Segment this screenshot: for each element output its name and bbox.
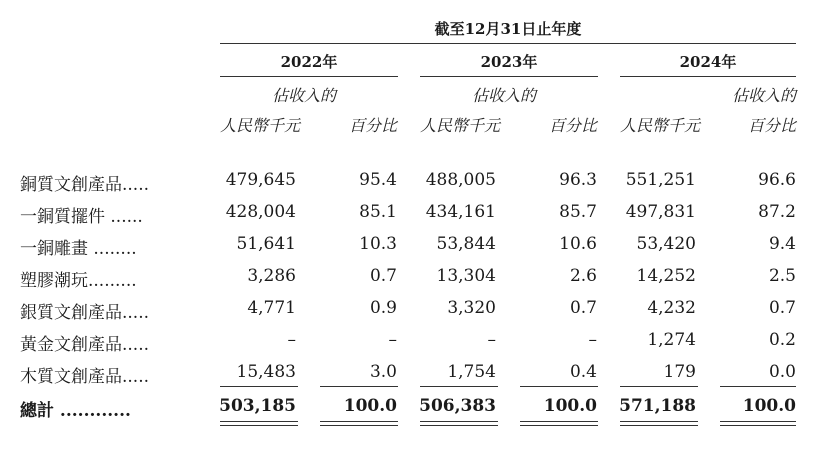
row-label-copper-relief: 一銅雕畫 ........ [20, 239, 137, 259]
cell: 1,274 [647, 330, 696, 350]
total-top-rule [320, 386, 398, 387]
year-rule-2023 [420, 76, 598, 77]
double-rule [720, 421, 796, 422]
cell: 0.7 [768, 298, 796, 318]
cell: 9.4 [768, 234, 796, 254]
cell: 96.3 [559, 170, 597, 190]
cell: 95.4 [359, 170, 397, 190]
row-label-plastic-toys: 塑膠潮玩......... [20, 271, 137, 291]
row-label-total: 總計 ............ [20, 401, 131, 421]
double-rule [720, 425, 796, 426]
cell: 1,754 [447, 362, 496, 382]
total-cell: 506,383 [419, 396, 496, 416]
double-rule [220, 425, 298, 426]
total-cell: 100.0 [543, 396, 597, 416]
total-cell: 571,188 [619, 396, 696, 416]
row-label-wood: 木質文創產品..... [20, 367, 150, 387]
cell: 2.6 [569, 266, 597, 286]
cell: 428,004 [225, 202, 296, 222]
row-label-silver: 銀質文創產品..... [20, 303, 150, 323]
cell: 0.0 [768, 362, 796, 382]
row-label-copper-ornament: 一銅質擺件 ...... [20, 207, 143, 227]
row-label-gold: 黃金文創產品..... [20, 335, 150, 355]
cell: 0.7 [369, 266, 397, 286]
cell: 479,645 [225, 170, 296, 190]
period-header: 截至12月31日止年度 [434, 20, 582, 38]
double-rule [220, 421, 298, 422]
double-rule [520, 425, 598, 426]
cell: 551,251 [625, 170, 696, 190]
cell: 15,483 [236, 362, 296, 382]
amount-header-2024: 人民幣千元 [619, 116, 700, 135]
year-rule-2024 [620, 76, 796, 77]
cell: 2.5 [768, 266, 796, 286]
total-cell: 100.0 [742, 396, 796, 416]
double-rule [420, 421, 498, 422]
total-top-rule [520, 386, 598, 387]
cell: 3,286 [247, 266, 296, 286]
double-rule [420, 425, 498, 426]
cell: 0.4 [569, 362, 597, 382]
pct-header-line1-2024: 佔收入的 [731, 86, 796, 105]
total-top-rule [620, 386, 698, 387]
double-rule [620, 425, 698, 426]
amount-header-2022: 人民幣千元 [219, 116, 300, 135]
double-rule [620, 421, 698, 422]
cell: 0.9 [369, 298, 397, 318]
total-top-rule [720, 386, 796, 387]
cell: 4,771 [247, 298, 296, 318]
cell: 87.2 [758, 202, 796, 222]
pct-header-line2-2023: 百分比 [548, 116, 597, 135]
total-top-rule [420, 386, 498, 387]
cell: 497,831 [625, 202, 696, 222]
cell: 0.7 [569, 298, 597, 318]
pct-header-line1-2022: 佔收入的 [271, 86, 336, 105]
year-rule-2022 [220, 76, 398, 77]
cell: 3,320 [447, 298, 496, 318]
cell: 14,252 [636, 266, 696, 286]
cell: 488,005 [425, 170, 496, 190]
double-rule [320, 421, 398, 422]
cell: 13,304 [436, 266, 496, 286]
cell: 96.6 [758, 170, 796, 190]
cell: – [588, 330, 597, 350]
pct-header-line2-2022: 百分比 [348, 116, 397, 135]
row-label-copper: 銅質文創產品..... [20, 175, 150, 195]
year-2022-header: 2022年 [280, 53, 338, 71]
cell: 4,232 [647, 298, 696, 318]
period-rule [220, 43, 796, 44]
double-rule [520, 421, 598, 422]
cell: 53,844 [436, 234, 496, 254]
cell: 53,420 [636, 234, 696, 254]
year-2023-header: 2023年 [480, 53, 538, 71]
cell: 85.7 [559, 202, 597, 222]
cell: 0.2 [768, 330, 796, 350]
total-cell: 100.0 [343, 396, 397, 416]
cell: 10.3 [359, 234, 397, 254]
cell: 85.1 [359, 202, 397, 222]
total-top-rule [220, 386, 298, 387]
cell: 179 [663, 362, 696, 382]
cell: – [487, 330, 496, 350]
year-2024-header: 2024年 [679, 53, 737, 71]
cell: – [388, 330, 397, 350]
total-cell: 503,185 [219, 396, 296, 416]
cell: 10.6 [559, 234, 597, 254]
double-rule [320, 425, 398, 426]
cell: 3.0 [369, 362, 397, 382]
pct-header-line1-2023: 佔收入的 [471, 86, 536, 105]
pct-header-line2-2024: 百分比 [747, 116, 796, 135]
cell: 51,641 [236, 234, 296, 254]
cell: – [287, 330, 296, 350]
amount-header-2023: 人民幣千元 [419, 116, 500, 135]
cell: 434,161 [425, 202, 496, 222]
